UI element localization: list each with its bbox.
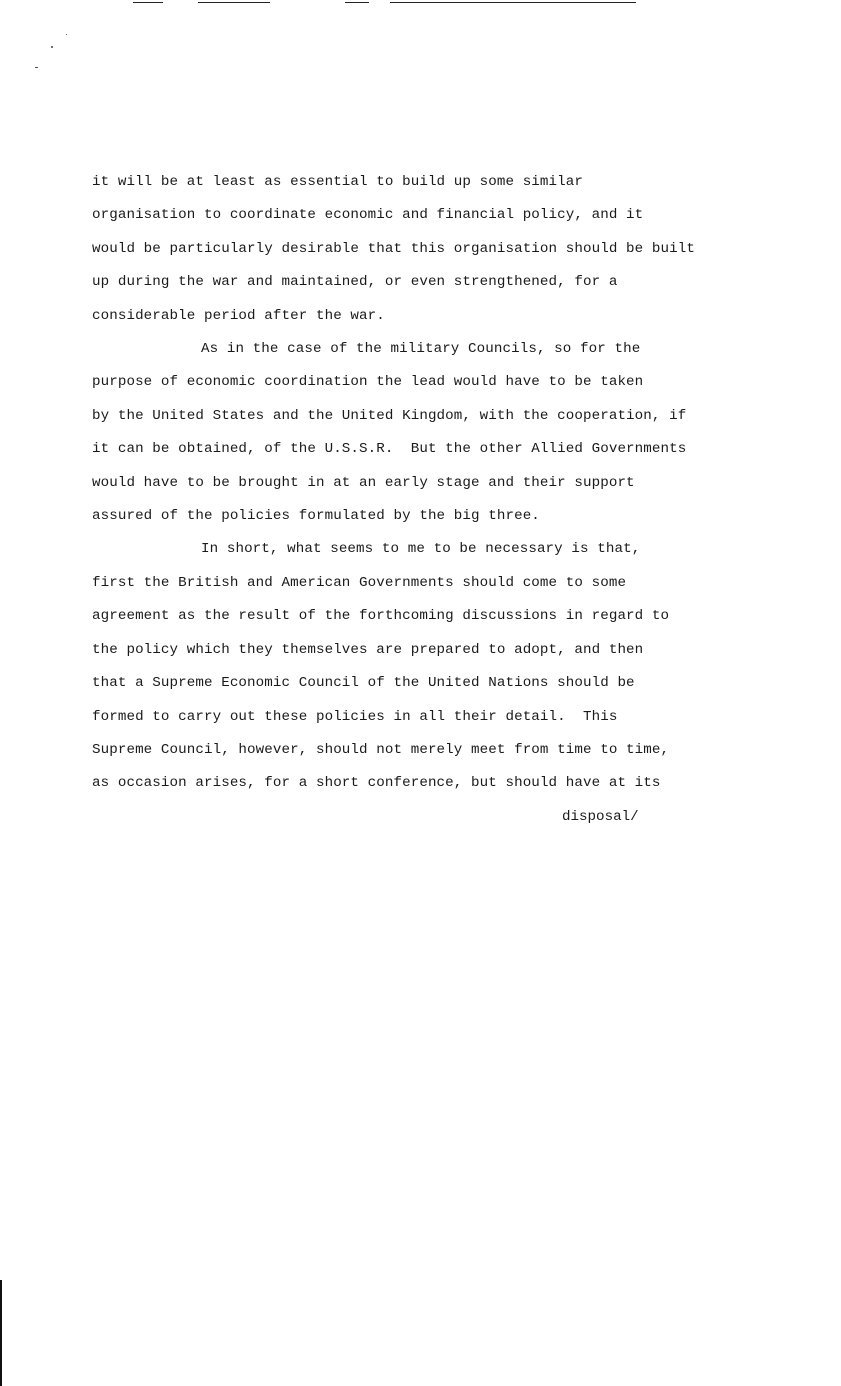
text-line: it will be at least as essential to build up some similar xyxy=(92,174,583,190)
scan-rule xyxy=(133,2,163,3)
text-line: by the United States and the United Kingdom, with the cooperation, if xyxy=(92,407,687,424)
text-line: as occasion arises, for a short conference, but should have at its xyxy=(92,775,661,792)
text-line: formed to carry out these policies in all their detail. This xyxy=(92,708,618,725)
scan-rule xyxy=(345,2,369,3)
text-line: As in the case of the military Councils, so for the xyxy=(201,341,641,358)
text-line: would be particularly desirable that this organisation should be built xyxy=(92,240,695,257)
paragraph-2 xyxy=(92,333,692,533)
typed-text-block xyxy=(92,166,695,834)
scan-rule xyxy=(198,2,270,3)
text-line: that a Supreme Economic Council of the United Nations should be xyxy=(92,675,635,692)
scan-speck xyxy=(66,34,67,35)
text-line: purpose of economic coordination the lead would have to be taken xyxy=(92,374,644,391)
text-line: the policy which they themselves are prepared to adopt, and then xyxy=(92,641,644,658)
text-line: would have to be brought in at an early stage and their support xyxy=(92,474,635,491)
text-line: it can be obtained, of the U.S.S.R. But the other Allied Governments xyxy=(92,441,687,458)
text-line: agreement as the result of the forthcoming discussions in regard to xyxy=(92,608,670,625)
text-line: Supreme Council, however, should not merely meet from time to time, xyxy=(92,741,670,758)
scan-speck xyxy=(51,46,53,48)
text-line: first the British and American Governments should come to some xyxy=(92,574,627,591)
text-line: up during the war and maintained, or even strengthened, for a xyxy=(92,274,618,291)
scan-rule xyxy=(390,2,636,3)
text-line: assured of the policies formulated by the big three. xyxy=(92,508,540,525)
text-line: organisation to coordinate economic and financial policy, and it xyxy=(92,207,644,224)
paragraph-3 xyxy=(92,533,692,800)
text-line: considerable period after the war. xyxy=(92,307,385,324)
scan-edge xyxy=(0,1280,2,1386)
paragraph-1 xyxy=(92,166,695,333)
scan-speck xyxy=(35,67,38,68)
text-line: In short, what seems to me to be necessary is that, xyxy=(201,541,641,558)
catchword: disposal/ xyxy=(562,808,639,825)
